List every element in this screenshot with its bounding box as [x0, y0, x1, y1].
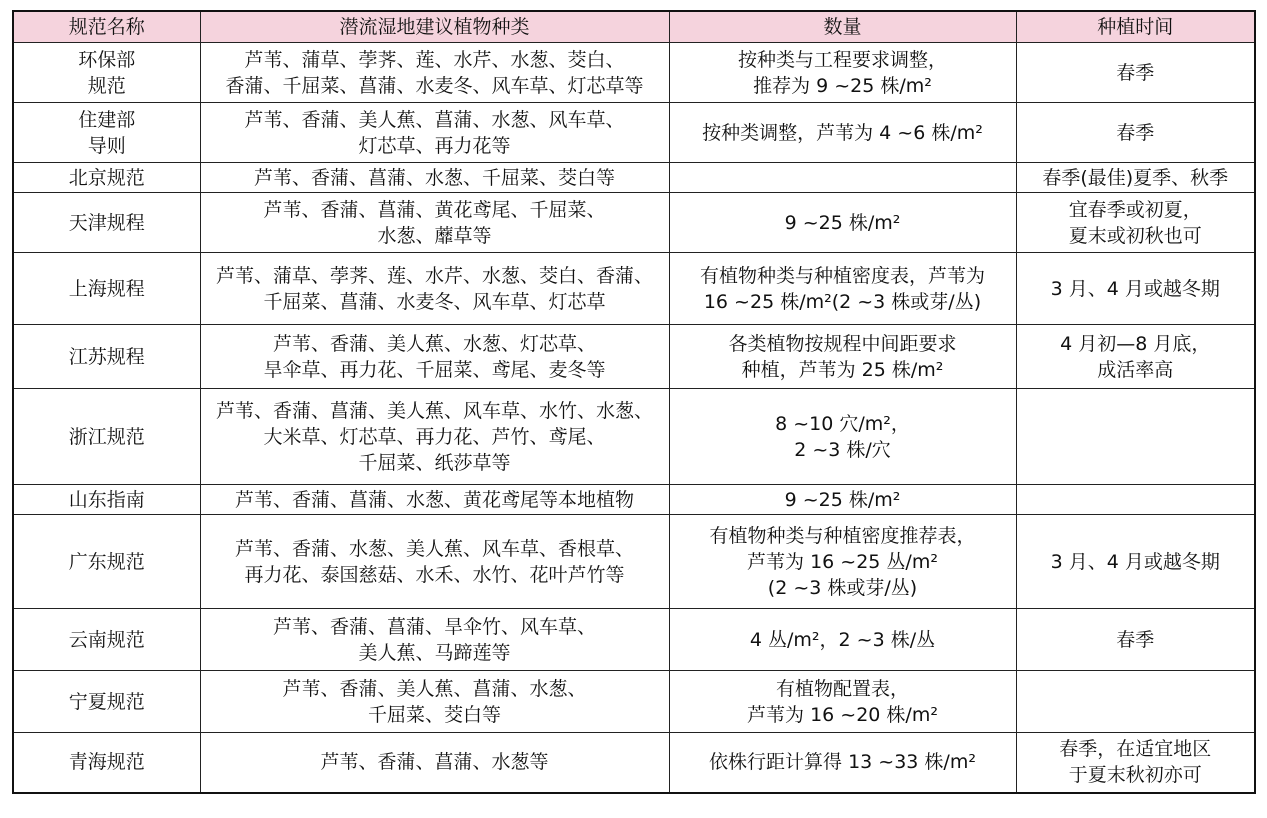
- cell-standard-name: 环保部 规范: [13, 43, 200, 103]
- cell-quantity: 各类植物按规程中间距要求 种植，芦苇为 25 株/m²: [669, 325, 1016, 389]
- cell-standard-name: 北京规范: [13, 163, 200, 193]
- cell-standard-name: 住建部 导则: [13, 103, 200, 163]
- cell-quantity: 有植物种类与种植密度推荐表， 芦苇为 16 ~25 丛/m² (2 ~3 株或芽/丛): [669, 515, 1016, 609]
- cell-planting-time: 春季: [1016, 103, 1255, 163]
- cell-planting-time: [1016, 485, 1255, 515]
- cell-standard-name: 上海规程: [13, 253, 200, 325]
- cell-plant-species: 芦苇、香蒲、美人蕉、水葱、灯芯草、 旱伞草、再力花、千屈菜、鸢尾、麦冬等: [200, 325, 669, 389]
- plant-standards-table-container: [12, 10, 1256, 794]
- table-row: [13, 389, 1255, 485]
- cell-quantity: 9 ~25 株/m²: [669, 485, 1016, 515]
- cell-planting-time: 春季: [1016, 43, 1255, 103]
- cell-quantity: 依株行距计算得 13 ~33 株/m²: [669, 733, 1016, 793]
- table-header-row: [13, 11, 1255, 43]
- cell-standard-name: 青海规范: [13, 733, 200, 793]
- cell-planting-time: 3 月、4 月或越冬期: [1016, 515, 1255, 609]
- cell-planting-time: 宜春季或初夏， 夏末或初秋也可: [1016, 193, 1255, 253]
- table-row: [13, 103, 1255, 163]
- cell-planting-time: [1016, 671, 1255, 733]
- cell-standard-name: 山东指南: [13, 485, 200, 515]
- cell-standard-name: 云南规范: [13, 609, 200, 671]
- table-row: [13, 193, 1255, 253]
- cell-planting-time: 春季(最佳)夏季、秋季: [1016, 163, 1255, 193]
- plant-standards-table: [12, 10, 1256, 794]
- cell-planting-time: 3 月、4 月或越冬期: [1016, 253, 1255, 325]
- cell-quantity: 有植物配置表， 芦苇为 16 ~20 株/m²: [669, 671, 1016, 733]
- table-row: [13, 325, 1255, 389]
- cell-quantity: 9 ~25 株/m²: [669, 193, 1016, 253]
- cell-plant-species: 芦苇、香蒲、美人蕉、菖蒲、水葱、 千屈菜、茭白等: [200, 671, 669, 733]
- table-row: [13, 671, 1255, 733]
- header-quantity: 数量: [669, 11, 1016, 43]
- cell-plant-species: 芦苇、香蒲、菖蒲、黄花鸢尾、千屈菜、 水葱、蘼草等: [200, 193, 669, 253]
- cell-planting-time: 春季: [1016, 609, 1255, 671]
- cell-standard-name: 宁夏规范: [13, 671, 200, 733]
- cell-plant-species: 芦苇、香蒲、菖蒲、水葱、千屈菜、茭白等: [200, 163, 669, 193]
- cell-quantity: 有植物种类与种植密度表，芦苇为 16 ~25 株/m²(2 ~3 株或芽/丛): [669, 253, 1016, 325]
- cell-quantity: [669, 163, 1016, 193]
- table-row: [13, 43, 1255, 103]
- header-standard-name: 规范名称: [13, 11, 200, 43]
- header-planting-time: 种植时间: [1016, 11, 1255, 43]
- cell-quantity: 按种类与工程要求调整， 推荐为 9 ~25 株/m²: [669, 43, 1016, 103]
- cell-plant-species: 芦苇、香蒲、菖蒲、水葱、黄花鸢尾等本地植物: [200, 485, 669, 515]
- table-row: [13, 515, 1255, 609]
- cell-plant-species: 芦苇、香蒲、美人蕉、菖蒲、水葱、风车草、 灯芯草、再力花等: [200, 103, 669, 163]
- cell-standard-name: 江苏规程: [13, 325, 200, 389]
- table-row: [13, 163, 1255, 193]
- cell-planting-time: [1016, 389, 1255, 485]
- cell-quantity: 按种类调整，芦苇为 4 ~6 株/m²: [669, 103, 1016, 163]
- cell-plant-species: 芦苇、蒲草、荸荠、莲、水芹、水葱、茭白、 香蒲、千屈菜、菖蒲、水麦冬、风车草、灯芯草等: [200, 43, 669, 103]
- header-plant-species: 潜流湿地建议植物种类: [200, 11, 669, 43]
- table-row: [13, 609, 1255, 671]
- cell-plant-species: 芦苇、香蒲、菖蒲、旱伞竹、风车草、 美人蕉、马蹄莲等: [200, 609, 669, 671]
- table-row: [13, 733, 1255, 793]
- cell-plant-species: 芦苇、香蒲、水葱、美人蕉、风车草、香根草、 再力花、泰国慈菇、水禾、水竹、花叶芦竹等: [200, 515, 669, 609]
- cell-quantity: 8 ~10 穴/m²， 2 ~3 株/穴: [669, 389, 1016, 485]
- cell-planting-time: 4 月初—8 月底， 成活率高: [1016, 325, 1255, 389]
- cell-quantity: 4 丛/m²，2 ~3 株/丛: [669, 609, 1016, 671]
- cell-plant-species: 芦苇、香蒲、菖蒲、水葱等: [200, 733, 669, 793]
- cell-standard-name: 天津规程: [13, 193, 200, 253]
- cell-standard-name: 广东规范: [13, 515, 200, 609]
- cell-plant-species: 芦苇、蒲草、荸荠、莲、水芹、水葱、茭白、香蒲、 千屈菜、菖蒲、水麦冬、风车草、灯芯草: [200, 253, 669, 325]
- cell-planting-time: 春季，在适宜地区 于夏末秋初亦可: [1016, 733, 1255, 793]
- table-row: [13, 253, 1255, 325]
- table-row: [13, 485, 1255, 515]
- cell-plant-species: 芦苇、香蒲、菖蒲、美人蕉、风车草、水竹、水葱、 大米草、灯芯草、再力花、芦竹、鸢尾、 千屈菜、纸莎草等: [200, 389, 669, 485]
- cell-standard-name: 浙江规范: [13, 389, 200, 485]
